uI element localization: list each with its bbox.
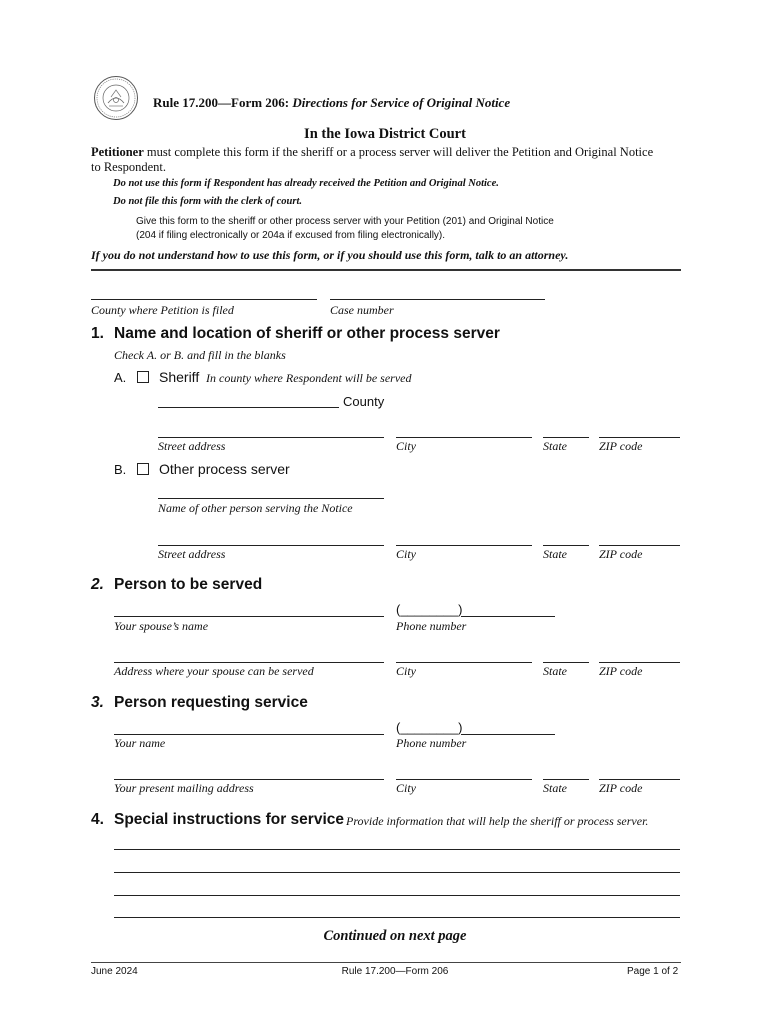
section-1-title: Name and location of sheriff or other process server — [114, 325, 500, 342]
divider — [91, 269, 681, 271]
footer-date: June 2024 — [91, 966, 138, 977]
spouse-address-label: Address where your spouse can be served — [114, 664, 314, 678]
other-zip-label: ZIP code — [599, 547, 643, 561]
footer-form: Rule 17.200—Form 206 — [341, 966, 449, 977]
petitioner-text-2: to Respondent. — [91, 160, 166, 174]
requester-city-label: City — [396, 781, 416, 795]
requester-state-label: State — [543, 781, 567, 795]
petitioner-text-1: must complete this form if the sheriff or a process server will deliver the Petition and Original Notice — [143, 145, 654, 159]
spouse-state-field[interactable] — [543, 662, 589, 663]
special-instructions-line-1[interactable] — [114, 849, 680, 850]
other-city-label: City — [396, 547, 416, 561]
warning-do-not-file: Do not file this form with the clerk of court. — [113, 196, 303, 207]
requester-zip-field[interactable] — [599, 779, 680, 780]
section-2-title: Person to be served — [114, 576, 263, 593]
spouse-address-field[interactable] — [114, 662, 384, 663]
requester-name-field[interactable] — [114, 734, 384, 735]
case-number-label: Case number — [330, 303, 394, 317]
sheriff-city-field[interactable] — [396, 437, 532, 438]
section-3-title: Person requesting service — [114, 694, 308, 711]
spouse-state-label: State — [543, 664, 567, 678]
special-instructions-line-4[interactable] — [114, 917, 680, 918]
section-4-note: Provide information that will help the sheriff or process server. — [346, 814, 649, 828]
requester-city-field[interactable] — [396, 779, 532, 780]
requester-zip-label: ZIP code — [599, 781, 643, 795]
special-instructions-line-3[interactable] — [114, 895, 680, 896]
iowa-court-seal-icon — [93, 75, 139, 121]
form-title — [153, 95, 510, 111]
other-city-field[interactable] — [396, 545, 532, 546]
requester-phone-label: Phone number — [396, 736, 467, 750]
requester-phone-field[interactable] — [461, 734, 555, 735]
warning-do-not-use: Do not use this form if Respondent has already received the Petition and Original Notice. — [113, 178, 499, 189]
give-form-text-2: (204 if filing electronically or 204a if excused from filing electronically). — [136, 230, 446, 241]
spouse-name-field[interactable] — [114, 616, 384, 617]
spouse-name-label: Your spouse’s name — [114, 619, 209, 633]
attorney-note: If you do not understand how to use this form, or if you should use this form, talk to an attorney. — [91, 248, 569, 262]
sheriff-zip-field[interactable] — [599, 437, 680, 438]
spouse-zip-label: ZIP code — [599, 664, 643, 678]
other-zip-field[interactable] — [599, 545, 680, 546]
form-title-name: Directions for Service of Original Notice — [292, 95, 511, 110]
spouse-city-field[interactable] — [396, 662, 532, 663]
continued-note: Continued on next page — [323, 928, 467, 944]
other-street-label: Street address — [158, 547, 226, 561]
footer-divider — [91, 962, 681, 963]
section-4-number: 4. — [91, 811, 104, 828]
other-state-field[interactable] — [543, 545, 589, 546]
requester-address-field[interactable] — [114, 779, 384, 780]
requester-state-field[interactable] — [543, 779, 589, 780]
form-title-rule: Rule 17.200—Form 206: — [153, 95, 293, 110]
county-word: County — [343, 394, 385, 409]
other-server-label: Other process server — [159, 461, 290, 477]
sheriff-state-label: State — [543, 439, 567, 453]
footer-page: Page 1 of 2 — [627, 966, 679, 977]
spouse-zip-field[interactable] — [599, 662, 680, 663]
option-a-letter: A. — [114, 370, 127, 385]
sheriff-street-field[interactable] — [158, 437, 384, 438]
other-state-label: State — [543, 547, 567, 561]
other-server-name-field[interactable] — [158, 498, 384, 499]
sheriff-zip-label: ZIP code — [599, 439, 643, 453]
county-field[interactable] — [91, 299, 317, 300]
section-1-instruction: Check A. or B. and fill in the blanks — [114, 348, 286, 362]
spouse-city-label: City — [396, 664, 416, 678]
section-1-number: 1. — [91, 325, 104, 342]
sheriff-city-label: City — [396, 439, 416, 453]
sheriff-street-label: Street address — [158, 439, 226, 453]
section-4-title: Special instructions for service — [114, 811, 345, 828]
petitioner-instruction — [91, 145, 653, 160]
other-server-checkbox[interactable] — [137, 463, 149, 475]
spouse-phone-field[interactable] — [461, 616, 555, 617]
option-b-letter: B. — [114, 462, 127, 477]
spouse-phone-area[interactable]: (________) — [396, 602, 463, 617]
special-instructions-line-2[interactable] — [114, 872, 680, 873]
sheriff-checkbox[interactable] — [137, 371, 149, 383]
requester-name-label: Your name — [114, 736, 166, 750]
section-3-number: 3. — [91, 694, 104, 711]
requester-address-label: Your present mailing address — [114, 781, 254, 795]
court-heading: In the Iowa District Court — [304, 126, 466, 142]
sheriff-label: Sheriff — [159, 369, 200, 385]
petitioner-word: Petitioner — [91, 145, 144, 159]
case-number-field[interactable] — [330, 299, 545, 300]
other-server-name-label: Name of other person serving the Notice — [158, 501, 353, 515]
sheriff-county-field[interactable] — [158, 407, 339, 408]
section-2-number: 2. — [91, 576, 104, 593]
other-street-field[interactable] — [158, 545, 384, 546]
sheriff-state-field[interactable] — [543, 437, 589, 438]
give-form-text-1: Give this form to the sheriff or other process server with your Petition (201) and Original Notice — [136, 216, 554, 227]
county-label: County where Petition is filed — [91, 303, 234, 317]
spouse-phone-label: Phone number — [396, 619, 467, 633]
requester-phone-area[interactable]: (________) — [396, 720, 463, 735]
sheriff-note: In county where Respondent will be served — [206, 371, 412, 385]
